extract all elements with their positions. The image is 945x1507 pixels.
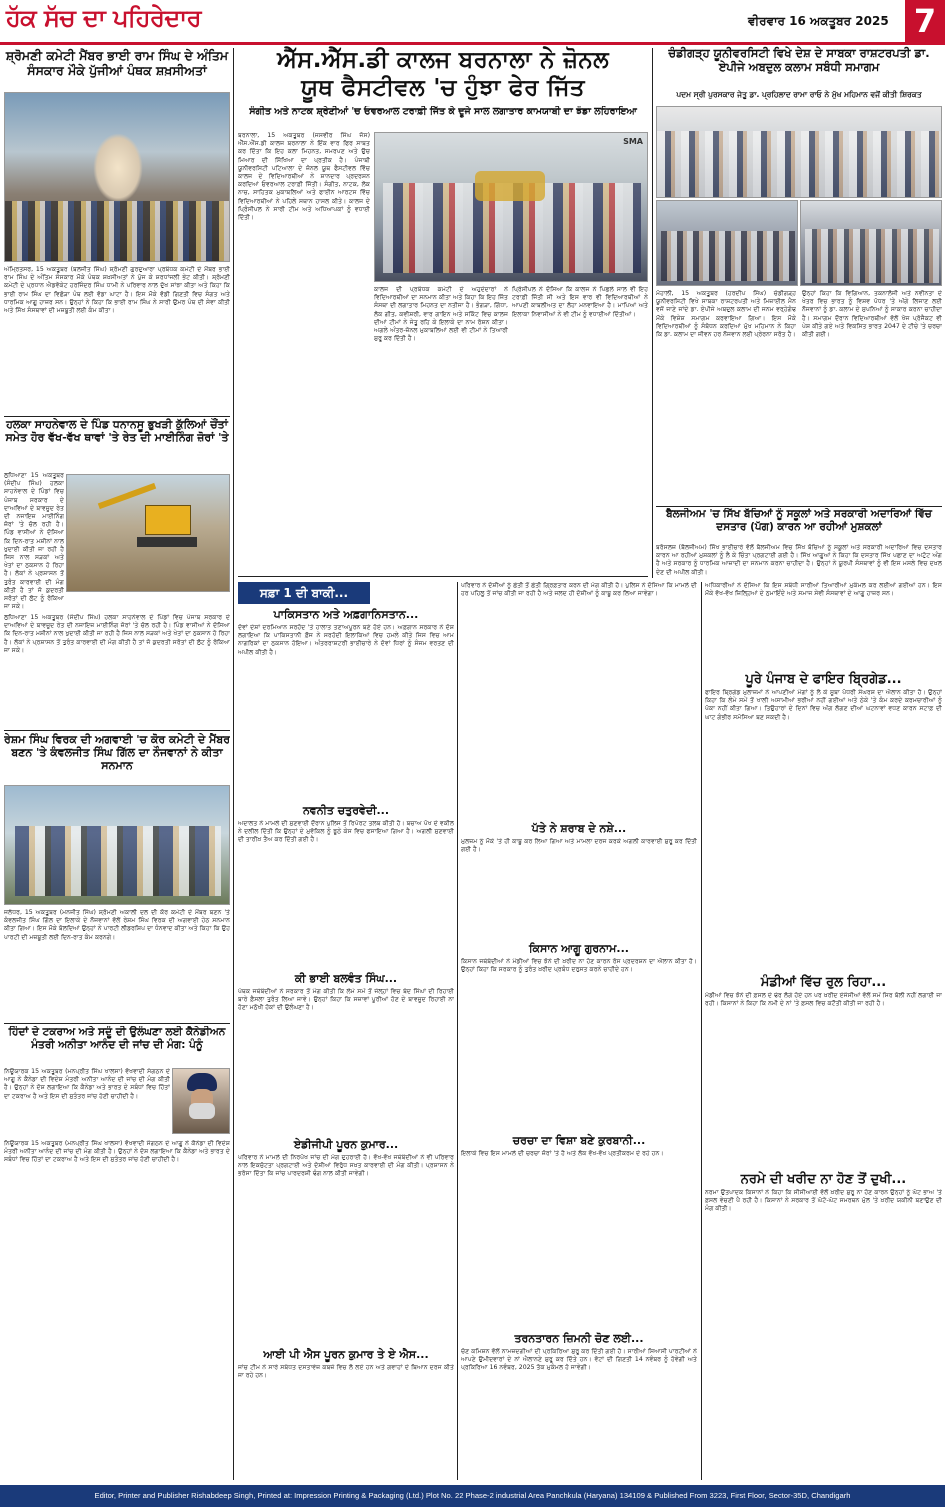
lead-body-a: ਬਰਨਾਲਾ, 15 ਅਕਤੂਬਰ (ਜਸਵੀਰ ਸਿੰਘ ਜੱਸ) ਐੱਸ.ਐੱਸ.ਡੀ ਕਾਲਜ ਬਰਨਾਲਾ ਨੇ ਇੱਕ ਵਾਰ ਫਿਰ ਸਾਬਤ ਕਰ ਦਿੱਤਾ ਕਿ ਇਹ ਕਲਾ ਮਿਹਨਤ, ਸਮਰਪਣ ਅਤੇ ਉਚ ਮਿਆਰ ਦੀ ਸਿੱਖਿਆ ਦਾ ਪ੍ਰਤੀਕ ਹੈ। ਪੰਜਾਬੀ ਯੂਨੀਵਰਸਿਟੀ ਪਟਿਆਲਾ ਦੇ ਜ਼ੋਨਲ ਯੂਥ ਫੈਸਟੀਵਲ ਵਿੱਚ ਕਾਲਜ ਦੇ ਵਿਦਿਆਰਥੀਆਂ ਨੇ ਸ਼ਾਨਦਾਰ ਪ੍ਰਦਰਸ਼ਨ ਕਰਦਿਆਂ ਓਵਰਆਲ ਟਰਾਫ਼ੀ ਜਿੱਤੀ। ਸੰਗੀਤ, ਨਾਟਕ, ਲੋਕ ਨਾਚ, ਸਾਹਿਤਕ ਮੁਕਾਬਲਿਆਂ ਅਤੇ ਫਾਈਨ ਆਰਟਸ ਵਿੱਚ ਵਿਦਿਆਰਥੀਆਂ ਨੇ ਪਹਿਲੇ ਸਥਾਨ ਹਾਸਲ ਕੀਤੇ। ਕਾਲਜ ਦੇ ਪ੍ਰਿੰਸੀਪਲ ਨੇ ਸਾਰੀ ਟੀਮ ਅਤੇ ਅਧਿਆਪਕਾਂ ਨੂੰ ਵਧਾਈ ਦਿੱਤੀ।	[238, 132, 370, 222]
col1-story4-body-b: ਨਿਊਯਾਰਕ 15 ਅਕਤੂਬਰ (ਮਨਪ੍ਰੀਤ ਸਿੰਘ ਖਾਲਸਾ) ਵੱਖਵਾਦੀ ਸੰਗਠਨ ਦੇ ਆਗੂ ਨੇ ਕੈਨੇਡਾ ਦੀ ਵਿਦੇਸ਼ ਮੰਤਰੀ ਅਨੀਤਾ ਆਨੰਦ ਦੀ ਜਾਂਚ ਦੀ ਮੰਗ ਕੀਤੀ ਹੈ। ਉਨ੍ਹਾਂ ਨੇ ਦੋਸ਼ ਲਗਾਇਆ ਕਿ ਕੈਨੇਡਾ ਅਤੇ ਭਾਰਤ ਦੇ ਸਬੰਧਾਂ ਵਿਚ ਹਿੱਤਾਂ ਦਾ ਟਕਰਾਅ ਹੈ ਅਤੇ ਇਸ ਦੀ ਸੁਤੰਤਰ ਜਾਂਚ ਹੋਣੀ ਚਾਹੀਦੀ ਹੈ।	[4, 1140, 230, 1164]
right-top-body-a: ਮੋਹਾਲੀ, 15 ਅਕਤੂਬਰ (ਹਰਦੀਪ ਸਿੰਘ) ਚੰਡੀਗੜ੍ਹ ਯੂਨੀਵਰਸਿਟੀ ਵਿਖੇ ਸਾਬਕਾ ਰਾਸ਼ਟਰਪਤੀ ਅਤੇ ਮਿਜ਼ਾਈਲ ਮੈਨ ਵਜੋਂ ਜਾਣੇ ਜਾਂਦੇ ਡਾ. ਏਪੀਜੇ ਅਬਦੁਲ ਕਲਾਮ ਦੀ ਜਨਮ ਵਰ੍ਹੇਗੰਢ ਮੌਕੇ ਵਿਸ਼ੇਸ਼ ਸਮਾਗਮ ਕਰਵਾਇਆ ਗਿਆ। ਇਸ ਮੌਕੇ ਵਿਦਿਆਰਥੀਆਂ ਨੂੰ ਸੰਬੋਧਨ ਕਰਦਿਆਂ ਮੁੱਖ ਮਹਿਮਾਨ ਨੇ ਕਿਹਾ ਕਿ ਡਾ. ਕਲਾਮ ਦਾ ਜੀਵਨ ਹਰ ਨੌਜਵਾਨ ਲਈ ਪ੍ਰੇਰਨਾ ਸਰੋਤ ਹੈ।	[656, 290, 796, 339]
cont3-body: ਪੰਥਕ ਜਥੇਬੰਦੀਆਂ ਨੇ ਸਰਕਾਰ ਤੋਂ ਮੰਗ ਕੀਤੀ ਕਿ ਲੰਮੇ ਸਮੇਂ ਤੋਂ ਜੇਲ੍ਹਾਂ ਵਿਚ ਬੰਦ ਸਿੰਘਾਂ ਦੀ ਰਿਹਾਈ ਬਾਰੇ ਫ਼ੈਸਲਾ ਤੁਰੰਤ ਲਿਆ ਜਾਵੇ। ਉਨ੍ਹਾਂ ਕਿਹਾ ਕਿ ਸਜ਼ਾਵਾਂ ਪੂਰੀਆਂ ਹੋਣ ਦੇ ਬਾਵਜੂਦ ਰਿਹਾਈ ਨਾ ਹੋਣਾ ਮਨੁੱਖੀ ਹੱਕਾਂ ਦੀ ਉਲੰਘਣਾ ਹੈ।	[238, 988, 454, 1012]
cont8-head: ਚਰਚਾ ਦਾ ਵਿਸ਼ਾ ਬਣੇ ਕੁਰਬਾਨੀ...	[512, 1134, 646, 1147]
col1-story1-body: ਅੰਮ੍ਰਿਤਸਰ, 15 ਅਕਤੂਬਰ (ਬਲਜੀਤ ਸਿੰਘ) ਸ਼੍ਰੋਮਣੀ ਗੁਰਦੁਆਰਾ ਪ੍ਰਬੰਧਕ ਕਮੇਟੀ ਦੇ ਮੈਂਬਰ ਭਾਈ ਰਾਮ ਸਿੰਘ ਦੇ ਅੰਤਿਮ ਸੰਸਕਾਰ ਮੌਕੇ ਪੰਥਕ ਸ਼ਖ਼ਸੀਅਤਾਂ ਨੇ ਪੁੱਜ ਕੇ ਸ਼ਰਧਾਂਜਲੀ ਭੇਟ ਕੀਤੀ। ਸ਼੍ਰੋਮਣੀ ਕਮੇਟੀ ਦੇ ਪ੍ਰਧਾਨ ਐਡਵੋਕੇਟ ਹਰਜਿੰਦਰ ਸਿੰਘ ਧਾਮੀ ਨੇ ਪਰਿਵਾਰ ਨਾਲ ਦੁੱਖ ਸਾਂਝਾ ਕੀਤਾ ਅਤੇ ਕਿਹਾ ਕਿ ਭਾਈ ਰਾਮ ਸਿੰਘ ਦਾ ਵਿਛੋੜਾ ਪੰਥ ਲਈ ਵੱਡਾ ਘਾਟਾ ਹੈ। ਇਸ ਮੌਕੇ ਵੱਡੀ ਗਿਣਤੀ ਵਿਚ ਸੰਗਤ ਅਤੇ ਧਾਰਮਿਕ ਆਗੂ ਹਾਜ਼ਰ ਸਨ। ਉਨ੍ਹਾਂ ਨੇ ਕਿਹਾ ਕਿ ਭਾਈ ਰਾਮ ਸਿੰਘ ਨੇ ਸਾਰੀ ਉਮਰ ਪੰਥ ਦੀ ਸੇਵਾ ਕੀਤੀ ਅਤੇ ਸਿੱਖ ਸੰਸਥਾਵਾਂ ਦੀ ਮਜ਼ਬੂਤੀ ਲਈ ਕੰਮ ਕੀਤਾ।	[4, 266, 230, 315]
cont6-head: ਪੱਤੇ ਨੇ ਸ਼ਰਾਬ ਦੇ ਨਸ਼ੇ...	[531, 822, 627, 835]
col1-story3-headline: ਰੇਸ਼ਮ ਸਿੰਘ ਵਿਰਕ ਦੀ ਅਗਵਾਈ 'ਚ ਕੋਰ ਕਮੇਟੀ ਦੇ ਮੈਂਬਰ ਬਣਨ 'ਤੇ ਕੰਵਲਜੀਤ ਸਿੰਘ ਗਿੱਲ ਦਾ ਨੌਜਵਾਨਾਂ ਨੇ ਕੀਤਾ ਸਨਮਾਨ	[4, 733, 230, 772]
lead-body-b: ਕਾਲਜ ਦੀ ਪ੍ਰਬੰਧਕ ਕਮੇਟੀ ਦੇ ਅਹੁਦੇਦਾਰਾਂ ਨੇ ਵਿਦਿਆਰਥੀਆਂ ਦਾ ਸਨਮਾਨ ਕੀਤਾ ਅਤੇ ਕਿਹਾ ਕਿ ਇਹ ਜਿੱਤ ਸੰਸਥਾ ਦੀ ਲਗਾਤਾਰ ਮਿਹਨਤ ਦਾ ਨਤੀਜਾ ਹੈ। ਭੰਗੜਾ, ਗਿੱਧਾ, ਲੋਕ ਗੀਤ, ਕਵੀਸ਼ਰੀ, ਵਾਰ ਗਾਇਨ ਅਤੇ ਸਕਿੱਟ ਵਿਚ ਕਾਲਜ ਦੀਆਂ ਟੀਮਾਂ ਨੇ ਜੇਤੂ ਰਹਿ ਕੇ ਇਲਾਕੇ ਦਾ ਨਾਮ ਰੋਸ਼ਨ ਕੀਤਾ। ਅਗਲੇ ਅੰਤਰ-ਜ਼ੋਨਲ ਮੁਕਾਬਲਿਆਂ ਲਈ ਵੀ ਟੀਮਾਂ ਨੇ ਤਿਆਰੀ ਸ਼ੁਰੂ ਕਰ ਦਿੱਤੀ ਹੈ।	[374, 286, 508, 343]
kalam-event-photo	[656, 106, 942, 198]
divider	[238, 576, 648, 577]
col-rule	[457, 582, 458, 1480]
cont1-body: ਦੋਵਾਂ ਦੇਸ਼ਾਂ ਦਰਮਿਆਨ ਸਰਹੱਦ 'ਤੇ ਹਾਲਾਤ ਤਣਾਅਪੂਰਨ ਬਣੇ ਹੋਏ ਹਨ। ਅਫ਼ਗਾਨ ਸਰਕਾਰ ਨੇ ਦੋਸ਼ ਲਗਾਇਆ ਕਿ ਪਾਕਿਸਤਾਨੀ ਫ਼ੌਜ ਨੇ ਸਰਹੱਦੀ ਇਲਾਕਿਆਂ ਵਿਚ ਹਮਲੇ ਕੀਤੇ ਜਿਸ ਵਿਚ ਆਮ ਨਾਗਰਿਕਾਂ ਦਾ ਨੁਕਸਾਨ ਹੋਇਆ। ਅੰਤਰਰਾਸ਼ਟਰੀ ਭਾਈਚਾਰੇ ਨੇ ਦੋਵਾਂ ਧਿਰਾਂ ਨੂੰ ਸੰਜਮ ਵਰਤਣ ਦੀ ਅਪੀਲ ਕੀਤੀ ਹੈ।	[238, 624, 454, 656]
footer	[0, 1485, 945, 1507]
cont4-head: ਏਡੀਜੀਪੀ ਪੂਰਨ ਕੁਮਾਰ...	[293, 1138, 399, 1151]
cremation-photo	[4, 92, 230, 262]
col1-story2-body-a: ਲੁਧਿਆਣਾ 15 ਅਕਤੂਬਰ (ਸੰਦੀਪ ਸਿੰਘ) ਹਲਕਾ ਸਾਹਨੇਵਾਲ ਦੇ ਪਿੰਡਾਂ ਵਿਚ ਪੰਜਾਬ ਸਰਕਾਰ ਦੇ ਦਾਅਵਿਆਂ ਦੇ ਬਾਵਜੂਦ ਰੇਤ ਦੀ ਨਜਾਇਜ਼ ਮਾਈਨਿੰਗ ਜ਼ੋਰਾਂ 'ਤੇ ਚੱਲ ਰਹੀ ਹੈ। ਪਿੰਡ ਵਾਸੀਆਂ ਨੇ ਦੱਸਿਆ ਕਿ ਦਿਨ-ਰਾਤ ਮਸ਼ੀਨਾਂ ਨਾਲ ਖੁਦਾਈ ਕੀਤੀ ਜਾ ਰਹੀ ਹੈ ਜਿਸ ਨਾਲ ਸੜਕਾਂ ਅਤੇ ਖੇਤਾਂ ਦਾ ਨੁਕਸਾਨ ਹੋ ਰਿਹਾ ਹੈ। ਲੋਕਾਂ ਨੇ ਪ੍ਰਸ਼ਾਸਨ ਤੋਂ ਤੁਰੰਤ ਕਾਰਵਾਈ ਦੀ ਮੰਗ ਕੀਤੀ ਹੈ ਤਾਂ ਜੋ ਕੁਦਰਤੀ ਸਰੋਤਾਂ ਦੀ ਲੁੱਟ ਨੂੰ ਰੋਕਿਆ ਜਾ ਸਕੇ।	[4, 472, 64, 611]
masthead-date: ਵੀਰਵਾਰ 16 ਅਕਤੂਬਰ 2025	[748, 14, 889, 28]
col-rule	[652, 48, 653, 578]
col-rule	[233, 48, 234, 1480]
sada-col	[238, 608, 454, 1480]
cont4-body: ਪਰਿਵਾਰ ਨੇ ਮਾਮਲੇ ਦੀ ਨਿਰਪੱਖ ਜਾਂਚ ਦੀ ਮੰਗ ਦੁਹਰਾਈ ਹੈ। ਵੱਖ-ਵੱਖ ਜਥੇਬੰਦੀਆਂ ਨੇ ਵੀ ਪਰਿਵਾਰ ਨਾਲ ਇਕਜੁੱਟਤਾ ਪ੍ਰਗਟਾਈ ਅਤੇ ਦੋਸ਼ੀਆਂ ਵਿਰੁੱਧ ਸਖ਼ਤ ਕਾਰਵਾਈ ਦੀ ਮੰਗ ਕੀਤੀ। ਪ੍ਰਸ਼ਾਸਨ ਨੇ ਭਰੋਸਾ ਦਿੱਤਾ ਕਿ ਜਾਂਚ ਪਾਰਦਰਸ਼ੀ ਢੰਗ ਨਾਲ ਕੀਤੀ ਜਾਵੇਗੀ।	[238, 1154, 454, 1178]
right-top-subhead: ਪਦਮ ਸ੍ਰੀ ਪੁਰਸਕਾਰ ਜੇਤੂ ਡਾ. ਪ੍ਰਹਿਲਾਦ ਰਾਮਾ ਰਾਓ ਨੇ ਮੁੱਖ ਮਹਿਮਾਨ ਵਜੋਂ ਕੀਤੀ ਸ਼ਿਰਕਤ	[676, 90, 922, 99]
col1-story2-body-b: ਲੁਧਿਆਣਾ 15 ਅਕਤੂਬਰ (ਸੰਦੀਪ ਸਿੰਘ) ਹਲਕਾ ਸਾਹਨੇਵਾਲ ਦੇ ਪਿੰਡਾਂ ਵਿਚ ਪੰਜਾਬ ਸਰਕਾਰ ਦੇ ਦਾਅਵਿਆਂ ਦੇ ਬਾਵਜੂਦ ਰੇਤ ਦੀ ਨਜਾਇਜ਼ ਮਾਈਨਿੰਗ ਜ਼ੋਰਾਂ 'ਤੇ ਚੱਲ ਰਹੀ ਹੈ। ਪਿੰਡ ਵਾਸੀਆਂ ਨੇ ਦੱਸਿਆ ਕਿ ਦਿਨ-ਰਾਤ ਮਸ਼ੀਨਾਂ ਨਾਲ ਖੁਦਾਈ ਕੀਤੀ ਜਾ ਰਹੀ ਹੈ ਜਿਸ ਨਾਲ ਸੜਕਾਂ ਅਤੇ ਖੇਤਾਂ ਦਾ ਨੁਕਸਾਨ ਹੋ ਰਿਹਾ ਹੈ। ਲੋਕਾਂ ਨੇ ਪ੍ਰਸ਼ਾਸਨ ਤੋਂ ਤੁਰੰਤ ਕਾਰਵਾਈ ਦੀ ਮੰਗ ਕੀਤੀ ਹੈ ਤਾਂ ਜੋ ਕੁਦਰਤੀ ਸਰੋਤਾਂ ਦੀ ਲੁੱਟ ਨੂੰ ਰੋਕਿਆ ਜਾ ਸਕੇ।	[4, 614, 230, 654]
col1-story4-body-a: ਨਿਊਯਾਰਕ 15 ਅਕਤੂਬਰ (ਮਨਪ੍ਰੀਤ ਸਿੰਘ ਖਾਲਸਾ) ਵੱਖਵਾਦੀ ਸੰਗਠਨ ਦੇ ਆਗੂ ਨੇ ਕੈਨੇਡਾ ਦੀ ਵਿਦੇਸ਼ ਮੰਤਰੀ ਅਨੀਤਾ ਆਨੰਦ ਦੀ ਜਾਂਚ ਦੀ ਮੰਗ ਕੀਤੀ ਹੈ। ਉਨ੍ਹਾਂ ਨੇ ਦੋਸ਼ ਲਗਾਇਆ ਕਿ ਕੈਨੇਡਾ ਅਤੇ ਭਾਰਤ ਦੇ ਸਬੰਧਾਂ ਵਿਚ ਹਿੱਤਾਂ ਦਾ ਟਕਰਾਅ ਹੈ ਅਤੇ ਇਸ ਦੀ ਸੁਤੰਤਰ ਜਾਂਚ ਹੋਣੀ ਚਾਹੀਦੀ ਹੈ।	[4, 1068, 170, 1100]
cont12-head: ਨਰਮੇ ਦੀ ਖਰੀਦ ਨਾ ਹੋਣ ਤੋਂ ਦੁਖੀ...	[740, 1172, 907, 1187]
col1-story4-headline: ਹਿੰਦਾਂ ਦੇ ਟਕਰਾਅ ਅਤੇ ਸਦੂੰ ਦੀ ਉਲੰਘਣਾ ਲਈ ਕੈਨੇਡੀਅਨ ਮੰਤਰੀ ਅਨੀਤਾ ਆਨੰਦ ਦੀ ਜਾਂਚ ਦੀ ਮੰਗ: ਪੰਨੂੰ	[8, 1026, 226, 1051]
cont10-body: ਫਾਇਰ ਬ੍ਰਿਗੇਡ ਮੁਲਾਜ਼ਮਾਂ ਨੇ ਆਪਣੀਆਂ ਮੰਗਾਂ ਨੂੰ ਲੈ ਕੇ ਸੂਬਾ ਪੱਧਰੀ ਸੰਘਰਸ਼ ਦਾ ਐਲਾਨ ਕੀਤਾ ਹੈ। ਉਨ੍ਹਾਂ ਕਿਹਾ ਕਿ ਲੰਮੇ ਸਮੇਂ ਤੋਂ ਖਾਲੀ ਅਸਾਮੀਆਂ ਭਰੀਆਂ ਨਹੀਂ ਗਈਆਂ ਅਤੇ ਠੇਕੇ 'ਤੇ ਕੰਮ ਕਰਦੇ ਕਰਮਚਾਰੀਆਂ ਨੂੰ ਪੱਕਾ ਨਹੀਂ ਕੀਤਾ ਗਿਆ। ਤਿਉਹਾਰਾਂ ਦੇ ਦਿਨਾਂ ਵਿਚ ਅੱਗ ਲੱਗਣ ਦੀਆਂ ਘਟਨਾਵਾਂ ਵਧਣ ਕਾਰਨ ਸਟਾਫ਼ ਦੀ ਘਾਟ ਗੰਭੀਰ ਸਮੱਸਿਆ ਬਣ ਸਕਦੀ ਹੈ।	[705, 689, 942, 721]
masthead-logo: ਹੱਕ ਸੱਚ ਦਾ ਪਹਿਰੇਦਾਰ	[6, 4, 202, 32]
cont5-body: ਜਾਂਚ ਟੀਮ ਨੇ ਸਾਰੇ ਸਬੰਧਤ ਦਸਤਾਵੇਜ਼ ਕਬਜ਼ੇ ਵਿਚ ਲੈ ਲਏ ਹਨ ਅਤੇ ਗਵਾਹਾਂ ਦੇ ਬਿਆਨ ਦਰਜ ਕੀਤੇ ਜਾ ਰਹੇ ਹਨ।	[238, 1364, 454, 1380]
excavator-photo	[66, 474, 230, 592]
photo-label: SMA	[623, 137, 643, 146]
masthead-rule	[0, 42, 945, 45]
cont11-body: ਮੰਡੀਆਂ ਵਿਚ ਝੋਨੇ ਦੀ ਫ਼ਸਲ ਦੇ ਢੇਰ ਲੱਗੇ ਹੋਏ ਹਨ ਪਰ ਖ਼ਰੀਦ ਏਜੰਸੀਆਂ ਵੱਲੋਂ ਸਮੇਂ ਸਿਰ ਬੋਲੀ ਨਹੀਂ ਲਗਾਈ ਜਾ ਰਹੀ। ਕਿਸਾਨਾਂ ਨੇ ਕਿਹਾ ਕਿ ਨਮੀ ਦੇ ਨਾਂ 'ਤੇ ਫ਼ਸਲ ਵਿਚ ਕਟੌਤੀ ਕੀਤੀ ਜਾ ਰਹੀ ਹੈ।	[705, 992, 942, 1008]
page-number: 7	[905, 0, 945, 42]
col-rule	[701, 582, 702, 1480]
belgium-headline: ਬੈਲਜੀਅਮ 'ਚ ਸਿੱਖ ਬੱਚਿਆਂ ਨੂੰ ਸਕੂਲਾਂ ਅਤੇ ਸਰਕਾਰੀ ਅਦਾਰਿਆਂ ਵਿੱਚ ਦਸਤਾਰ (ਪੱਗ) ਕਾਰਨ ਆ ਰਹੀਆਂ ਮੁਸ਼ਕਲਾਂ	[666, 508, 932, 533]
kalam-photo-left	[656, 200, 798, 286]
mid-body-a: ਪਰਿਵਾਰ ਨੇ ਦੋਸ਼ੀਆਂ ਨੂੰ ਛੇਤੀ ਤੋਂ ਛੇਤੀ ਗ੍ਰਿਫ਼ਤਾਰ ਕਰਨ ਦੀ ਮੰਗ ਕੀਤੀ ਹੈ। ਪੁਲਿਸ ਨੇ ਦੱਸਿਆ ਕਿ ਮਾਮਲੇ ਦੀ ਹਰ ਪਹਿਲੂ ਤੋਂ ਜਾਂਚ ਕੀਤੀ ਜਾ ਰਹੀ ਹੈ ਅਤੇ ਜਲਦ ਹੀ ਦੋਸ਼ੀਆਂ ਨੂੰ ਕਾਬੂ ਕਰ ਲਿਆ ਜਾਵੇਗਾ।	[461, 582, 697, 598]
cont8-body: ਇਲਾਕੇ ਵਿਚ ਇਸ ਮਾਮਲੇ ਦੀ ਚਰਚਾ ਜ਼ੋਰਾਂ 'ਤੇ ਹੈ ਅਤੇ ਲੋਕ ਵੱਖ-ਵੱਖ ਪ੍ਰਤੀਕਰਮ ਦੇ ਰਹੇ ਹਨ।	[461, 1150, 664, 1157]
cont3-head: ਕੀ ਭਾਈ ਬਲਵੰਤ ਸਿੰਘ...	[294, 972, 398, 985]
lead-body-c: ਪ੍ਰਿੰਸੀਪਲ ਨੇ ਦੱਸਿਆ ਕਿ ਕਾਲਜ ਨੇ ਪਿਛਲੇ ਸਾਲ ਵੀ ਇਹ ਟਰਾਫ਼ੀ ਜਿੱਤੀ ਸੀ ਅਤੇ ਇਸ ਵਾਰ ਵੀ ਵਿਦਿਆਰਥੀਆਂ ਨੇ ਆਪਣੀ ਕਾਬਲੀਅਤ ਦਾ ਲੋਹਾ ਮਨਵਾਇਆ ਹੈ। ਮਾਪਿਆਂ ਅਤੇ ਇਲਾਕਾ ਨਿਵਾਸੀਆਂ ਨੇ ਵੀ ਟੀਮ ਨੂੰ ਵਧਾਈਆਂ ਦਿੱਤੀਆਂ।	[512, 286, 648, 318]
cont12-body: ਨਰਮਾ ਉਤਪਾਦਕ ਕਿਸਾਨਾਂ ਨੇ ਕਿਹਾ ਕਿ ਸੀਸੀਆਈ ਵੱਲੋਂ ਖ਼ਰੀਦ ਸ਼ੁਰੂ ਨਾ ਹੋਣ ਕਾਰਨ ਉਨ੍ਹਾਂ ਨੂੰ ਘੱਟ ਭਾਅ 'ਤੇ ਫ਼ਸਲ ਵੇਚਣੀ ਪੈ ਰਹੀ ਹੈ। ਕਿਸਾਨਾਂ ਨੇ ਸਰਕਾਰ ਤੋਂ ਘੱਟੋ-ਘੱਟ ਸਮਰਥਨ ਮੁੱਲ 'ਤੇ ਖ਼ਰੀਦ ਯਕੀਨੀ ਬਣਾਉਣ ਦੀ ਮੰਗ ਕੀਤੀ।	[705, 1189, 942, 1213]
kalam-photo-right	[800, 200, 942, 286]
cont6-body: ਮੁਲਜ਼ਮ ਨੂੰ ਮੌਕੇ 'ਤੇ ਹੀ ਕਾਬੂ ਕਰ ਲਿਆ ਗਿਆ ਅਤੇ ਮਾਮਲਾ ਦਰਜ ਕਰਕੇ ਅਗਲੀ ਕਾਰਵਾਈ ਸ਼ੁਰੂ ਕਰ ਦਿੱਤੀ ਗਈ ਹੈ।	[461, 838, 697, 854]
right-body-a: ਅਧਿਕਾਰੀਆਂ ਨੇ ਦੱਸਿਆ ਕਿ ਇਸ ਸਬੰਧੀ ਸਾਰੀਆਂ ਤਿਆਰੀਆਂ ਮੁਕੰਮਲ ਕਰ ਲਈਆਂ ਗਈਆਂ ਹਨ। ਇਸ ਮੌਕੇ ਵੱਖ-ਵੱਖ ਜ਼ਿਲ੍ਹਿਆਂ ਦੇ ਨੁਮਾਇੰਦੇ ਅਤੇ ਸਮਾਜ ਸੇਵੀ ਸੰਸਥਾਵਾਂ ਦੇ ਆਗੂ ਹਾਜ਼ਰ ਸਨ।	[705, 582, 942, 598]
belgium-body: ਬਰੱਸਲਜ਼ (ਬੈਲਜੀਅਮ) ਸਿੱਖ ਭਾਈਚਾਰੇ ਵੱਲੋਂ ਬੈਲਜੀਅਮ ਵਿਚ ਸਿੱਖ ਬੱਚਿਆਂ ਨੂੰ ਸਕੂਲਾਂ ਅਤੇ ਸਰਕਾਰੀ ਅਦਾਰਿਆਂ ਵਿਚ ਦਸਤਾਰ ਕਾਰਨ ਆ ਰਹੀਆਂ ਮੁਸ਼ਕਲਾਂ ਨੂੰ ਲੈ ਕੇ ਚਿੰਤਾ ਪ੍ਰਗਟਾਈ ਗਈ ਹੈ। ਸਿੱਖ ਆਗੂਆਂ ਨੇ ਕਿਹਾ ਕਿ ਦਸਤਾਰ ਸਿੱਖ ਪਛਾਣ ਦਾ ਅਟੁੱਟ ਅੰਗ ਹੈ ਅਤੇ ਸਰਕਾਰ ਨੂੰ ਧਾਰਮਿਕ ਆਜ਼ਾਦੀ ਦਾ ਸਨਮਾਨ ਕਰਨਾ ਚਾਹੀਦਾ ਹੈ। ਉਨ੍ਹਾਂ ਨੇ ਯੂਰਪੀ ਸੰਸਥਾਵਾਂ ਨੂੰ ਵੀ ਇਸ ਮਸਲੇ ਵਿਚ ਦਖ਼ਲ ਦੇਣ ਦੀ ਅਪੀਲ ਕੀਤੀ।	[656, 544, 942, 576]
masthead	[0, 0, 945, 42]
divider	[656, 506, 942, 507]
cont2-body: ਅਦਾਲਤ ਨੇ ਮਾਮਲੇ ਦੀ ਸੁਣਵਾਈ ਦੌਰਾਨ ਪੁਲਿਸ ਤੋਂ ਰਿਪੋਰਟ ਤਲਬ ਕੀਤੀ ਹੈ। ਬਚਾਅ ਪੱਖ ਦੇ ਵਕੀਲ ਨੇ ਦਲੀਲ ਦਿੱਤੀ ਕਿ ਉਨ੍ਹਾਂ ਦੇ ਮੁਵੱਕਿਲ ਨੂੰ ਝੂਠੇ ਕੇਸ ਵਿਚ ਫਸਾਇਆ ਗਿਆ ਹੈ। ਅਗਲੀ ਸੁਣਵਾਈ ਦੀ ਤਾਰੀਖ਼ ਤੈਅ ਕਰ ਦਿੱਤੀ ਗਈ ਹੈ।	[238, 820, 454, 844]
cont9-body: ਚੋਣ ਕਮਿਸ਼ਨ ਵੱਲੋਂ ਨਾਮਜ਼ਦਗੀਆਂ ਦੀ ਪ੍ਰਕਿਰਿਆ ਸ਼ੁਰੂ ਕਰ ਦਿੱਤੀ ਗਈ ਹੈ। ਸਾਰੀਆਂ ਸਿਆਸੀ ਪਾਰਟੀਆਂ ਨੇ ਆਪਣੇ ਉਮੀਦਵਾਰਾਂ ਦੇ ਨਾਂ ਐਲਾਨਣੇ ਸ਼ੁਰੂ ਕਰ ਦਿੱਤੇ ਹਨ। ਵੋਟਾਂ ਦੀ ਗਿਣਤੀ 14 ਨਵੰਬਰ ਨੂੰ ਹੋਵੇਗੀ ਅਤੇ ਪ੍ਰਕਿਰਿਆ 16 ਨਵੰਬਰ, 2025 ਤੱਕ ਮੁਕੰਮਲ ਹੋ ਜਾਵੇਗੀ।	[461, 1348, 697, 1372]
col1-story2-headline: ਹਲਕਾ ਸਾਹਨੇਵਾਲ ਦੇ ਪਿੰਡ ਧਨਾਨਸੂ ਭੁਖੜੀ ਕੁੱਲਿਆਂ ਚੌਂਤਾਂ ਸਮੇਤ ਹੋਰ ਵੱਖ-ਵੱਖ ਥਾਵਾਂ 'ਤੇ ਰੇਤ ਦੀ ਮਾਈਨਿੰਗ ਜ਼ੋਰਾਂ 'ਤੇ	[5, 418, 229, 444]
right-top-body-b: ਉਨ੍ਹਾਂ ਕਿਹਾ ਕਿ ਵਿਗਿਆਨ, ਤਕਨਾਲੋਜੀ ਅਤੇ ਨਵੀਨਤਾ ਦੇ ਖੇਤਰ ਵਿਚ ਭਾਰਤ ਨੂੰ ਵਿਸ਼ਵ ਪੱਧਰ 'ਤੇ ਅੱਗੇ ਲਿਜਾਣ ਲਈ ਨੌਜਵਾਨਾਂ ਨੂੰ ਡਾ. ਕਲਾਮ ਦੇ ਸੁਪਨਿਆਂ ਨੂੰ ਸਾਕਾਰ ਕਰਨਾ ਚਾਹੀਦਾ ਹੈ। ਸਮਾਗਮ ਦੌਰਾਨ ਵਿਦਿਆਰਥੀਆਂ ਵੱਲੋਂ ਖੋਜ ਪ੍ਰੋਜੈਕਟ ਵੀ ਪੇਸ਼ ਕੀਤੇ ਗਏ ਅਤੇ ਵਿਕਸਿਤ ਭਾਰਤ 2047 ਦੇ ਟੀਚੇ 'ਤੇ ਚਰਚਾ ਕੀਤੀ ਗਈ।	[802, 290, 942, 339]
col1-story3-body: ਜਲੰਧਰ, 15 ਅਕਤੂਬਰ (ਮਨਜੀਤ ਸਿੰਘ) ਸ਼੍ਰੋਮਣੀ ਅਕਾਲੀ ਦਲ ਦੀ ਕੋਰ ਕਮੇਟੀ ਦੇ ਮੈਂਬਰ ਬਣਨ 'ਤੇ ਕੰਵਲਜੀਤ ਸਿੰਘ ਗਿੱਲ ਦਾ ਇਲਾਕੇ ਦੇ ਨੌਜਵਾਨਾਂ ਵੱਲੋਂ ਰੇਸ਼ਮ ਸਿੰਘ ਵਿਰਕ ਦੀ ਅਗਵਾਈ ਹੇਠ ਸਨਮਾਨ ਕੀਤਾ ਗਿਆ। ਇਸ ਮੌਕੇ ਬੋਲਦਿਆਂ ਉਨ੍ਹਾਂ ਨੇ ਪਾਰਟੀ ਲੀਡਰਸ਼ਿਪ ਦਾ ਧੰਨਵਾਦ ਕੀਤਾ ਅਤੇ ਕਿਹਾ ਕਿ ਉਹ ਪਾਰਟੀ ਦੀ ਮਜ਼ਬੂਤੀ ਲਈ ਦਿਨ-ਰਾਤ ਕੰਮ ਕਰਨਗੇ।	[4, 909, 230, 941]
cont1-head: ਪਾਕਿਸਤਾਨ ਅਤੇ ਅਫ਼ਗਾਨਿਸਤਾਨ...	[273, 608, 419, 621]
cont7-head: ਕਿਸਾਨ ਆਗੂ ਗੁਰਨਾਮ...	[529, 942, 629, 955]
cont11-head: ਮੰਡੀਆਂ ਵਿੱਚ ਰੁਲ ਰਿਹਾ...	[760, 975, 887, 990]
cont7-body: ਕਿਸਾਨ ਜਥੇਬੰਦੀਆਂ ਨੇ ਮੰਡੀਆਂ ਵਿਚ ਝੋਨੇ ਦੀ ਖ਼ਰੀਦ ਨਾ ਹੋਣ ਕਾਰਨ ਰੋਸ ਪ੍ਰਦਰਸ਼ਨ ਦਾ ਐਲਾਨ ਕੀਤਾ ਹੈ। ਉਨ੍ਹਾਂ ਕਿਹਾ ਕਿ ਸਰਕਾਰ ਨੂੰ ਤੁਰੰਤ ਖ਼ਰੀਦ ਪ੍ਰਬੰਧ ਦਰੁਸਤ ਕਰਨੇ ਚਾਹੀਦੇ ਹਨ।	[461, 958, 697, 974]
lead-headline: ਐੱਸ.ਐੱਸ.ਡੀ ਕਾਲਜ ਬਰਨਾਲਾ ਨੇ ਜ਼ੋਨਲ ਯੂਥ ਫੈਸਟੀਵਲ 'ਚ ਹੁੰਝਾ ਫੇਰ ਜਿੱਤ	[277, 47, 609, 101]
cont9-head: ਤਰਨਤਾਰਨ ਜ਼ਿਮਨੀ ਚੋਣ ਲਈ...	[514, 1332, 644, 1345]
cont5-head: ਆਈ ਪੀ ਐਸ ਪੂਰਨ ਕੁਮਾਰ ਤੇ ਏ ਐਸ...	[263, 1348, 429, 1361]
mid-col	[461, 582, 697, 1480]
cont2-head: ਨਵਨੀਤ ਚਤੁਰਵੇਦੀ...	[302, 804, 390, 817]
cont10-head: ਪੂਰੇ ਪੰਜਾਬ ਦੇ ਫਾਇਰ ਬ੍ਰਿਗੇਡ...	[745, 672, 902, 687]
right-top-headline: ਚੰਡੀਗੜ੍ਹ ਯੂਨੀਵਰਸਿਟੀ ਵਿਖੇ ਦੇਸ਼ ਦੇ ਸਾਬਕਾ ਰਾਸ਼ਟਰਪਤੀ ਡਾ. ਏਪੀਜੇ ਅਬਦੁਲ ਕਲਾਮ ਸਬੰਧੀ ਸਮਾਗਮ	[668, 46, 930, 74]
lead-subhead: ਸੰਗੀਤ ਅਤੇ ਨਾਟਕ ਸ਼੍ਰੇਣੀਆਂ 'ਚ ਓਵਰਆਲ ਟਰਾਫ਼ੀ ਜਿੱਤ ਕੇ ਦੂਜੇ ਸਾਲ ਲਗਾਤਾਰ ਕਾਮਯਾਬੀ ਦਾ ਝੰਡਾ ਲਹਿਰਾਇਆ	[249, 106, 637, 117]
lead-photo	[374, 132, 648, 282]
safa-banner: ਸਫ਼ਾ 1 ਦੀ ਬਾਕੀ...	[238, 582, 370, 604]
divider	[4, 730, 230, 731]
right-col	[705, 582, 942, 1480]
col1-story1-headline: ਸ਼੍ਰੋਮਣੀ ਕਮੇਟੀ ਮੈਂਬਰ ਭਾਈ ਰਾਮ ਸਿੰਘ ਦੇ ਅੰਤਿਮ ਸੰਸਕਾਰ ਮੌਕੇ ਪੁੱਜੀਆਂ ਪੰਥਕ ਸ਼ਖ਼ਸੀਅਤਾਂ	[5, 48, 229, 78]
footer-text: Editor, Printer and Publisher Rishabdeep Singh, Printed at: Impression Printing & Packaging (Ltd.) Plot No. 22 Phase-2 industrial Area Panchkula (Haryana) 134109 & Published From 3223, First Floor, Sector-35D, Chandigarh	[94, 1491, 851, 1500]
divider	[4, 416, 230, 417]
divider	[4, 1023, 230, 1024]
portrait-photo	[172, 1068, 230, 1134]
honor-photo	[4, 785, 230, 905]
